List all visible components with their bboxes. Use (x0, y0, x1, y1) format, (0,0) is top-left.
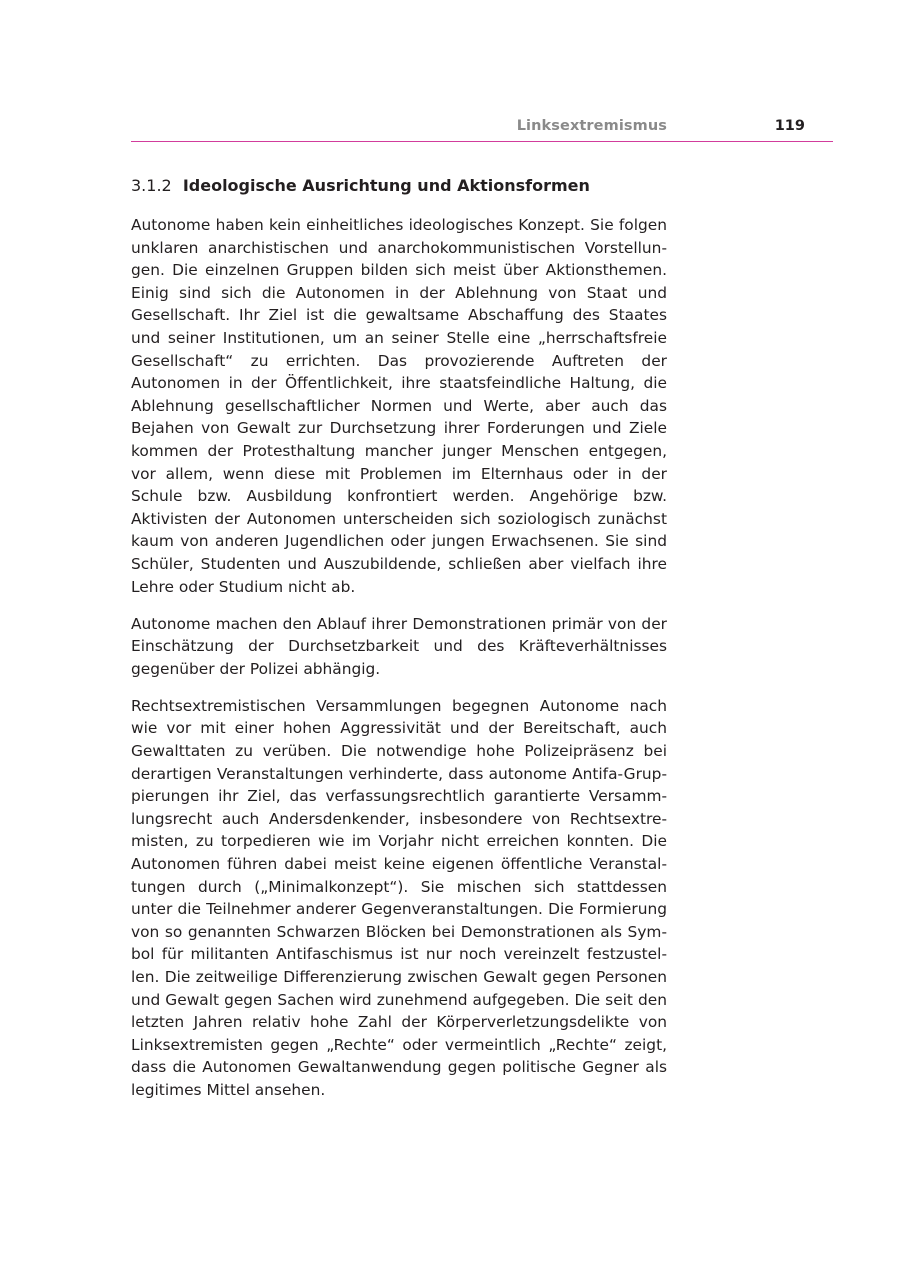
running-head (131, 114, 833, 140)
section-title: Ideologische Ausrichtung und Aktionsformen (182, 176, 590, 195)
running-title: Linksextremismus (516, 118, 667, 134)
page-body (131, 175, 667, 1116)
header-rule (131, 141, 833, 142)
paragraph-3: Rechtsextremistischen Versammlungen begegnen Autonome nach wie vor mit einer hohen Aggressivität und der Bereitschaft, auch Gewalttaten zu verüben. Die notwendige hohe Polizeipräsenz bei derartigen Veranstaltungen verhinderte, dass autonome Antifa-Gruppierungen ihr Ziel, das verfassungsrechtlich garantierte Versammlungsrecht auch Andersdenkender, insbesondere von Rechtsextremisten, zu torpedieren wie im Vorjahr nicht erreichen konnten. Die Autonomen führen dabei meist keine eigenen öffentliche Veranstaltungen durch („Minimalkonzept“). Sie mischen sich stattdessen unter die Teilnehmer anderer Gegenveranstaltungen. Die Formierung von so genannten Schwarzen Blöcken bei Demonstrationen als Symbol für militanten Antifaschismus ist nur noch vereinzelt festzustellen. Die zeitweilige Differenzierung zwischen Gewalt gegen Personen und Gewalt gegen Sachen wird zunehmend aufgegeben. Die seit den letzten Jahren relativ hohe Zahl der Körperverletzungsdelikte von Linksextremisten gegen „Rechte“ oder vermeintlich „Rechte“ zeigt, dass die Autonomen Gewaltanwendung gegen politische Gegner als legitimes Mittel ansehen. (131, 696, 667, 1099)
section-number: 3.1.2 (131, 176, 172, 195)
page-number: 119 (774, 118, 805, 134)
section-heading (131, 175, 667, 197)
paragraph-1: Autonome haben kein einheitliches ideologisches Konzept. Sie folgen unklaren anarchistischen und anarchokommunistischen Vorstellungen. Die einzelnen Gruppen bilden sich meist über Aktionsthemen. Einig sind sich die Autonomen in der Ablehnung von Staat und Gesellschaft. Ihr Ziel ist die gewaltsame Abschaffung des Staates und seiner Institutionen, um an seiner Stelle eine „herrschaftsfreie Gesellschaft“ zu errichten. Das provozierende Auftreten der Autonomen in der Öffentlichkeit, ihre staatsfeindliche Haltung, die Ablehnung gesellschaftlicher Normen und Werte, aber auch das Bejahen von Gewalt zur Durchsetzung ihrer Forderungen und Ziele kommen der Protesthaltung mancher junger Menschen entgegen, vor allem, wenn diese mit Problemen im Elternhaus oder in der Schule bzw. Ausbildung konfrontiert werden. Angehörige bzw. Aktivisten der Autonomen unterscheiden sich soziologisch zunächst kaum von anderen Jugendlichen oder jungen Erwachsenen. Sie sind Schüler, Studenten und Auszubildende, schließen aber vielfach ihre Lehre oder Studium nicht ab. (131, 216, 667, 596)
paragraph-2: Autonome machen den Ablauf ihrer Demonstrationen primär von der Einschätzung der Durchsetzbarkeit und des Kräfteverhältnisses gegenüber der Polizei abhängig. (131, 614, 667, 678)
